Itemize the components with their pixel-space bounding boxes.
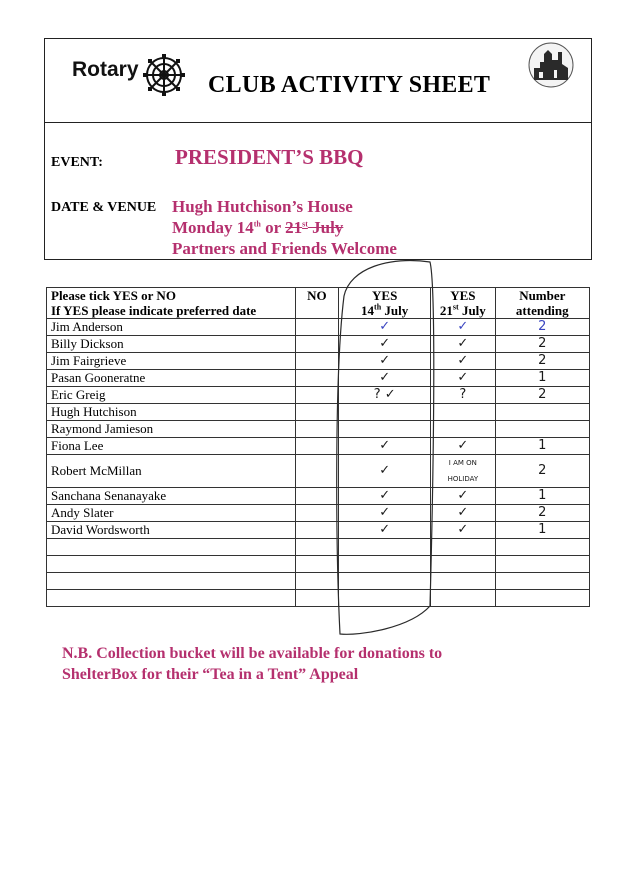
- yes-21-cell: [431, 556, 496, 573]
- yes-21-cell: ✓: [431, 438, 496, 455]
- number-attending-cell: 2: [495, 353, 589, 370]
- member-name: Billy Dickson: [47, 336, 296, 353]
- yes-14-cell: ✓: [339, 370, 431, 387]
- member-name: Fiona Lee: [47, 438, 296, 455]
- member-name: Sanchana Senanayake: [47, 488, 296, 505]
- number-attending-cell: [495, 573, 589, 590]
- table-row: [47, 438, 590, 455]
- member-name: Jim Anderson: [47, 319, 296, 336]
- yes-21-cell: [431, 573, 496, 590]
- number-attending-cell: 1: [495, 488, 589, 505]
- number-attending-cell: 2: [495, 455, 589, 488]
- yes-21-cell: ✓: [431, 488, 496, 505]
- number-attending-cell: 1: [495, 522, 589, 539]
- yes-21-cell: ✓: [431, 522, 496, 539]
- number-attending-cell: 1: [495, 370, 589, 387]
- number-attending-cell: [495, 590, 589, 607]
- handdrawn-circle-mark: [330, 256, 440, 642]
- number-attending-cell: 1: [495, 438, 589, 455]
- number-attending-cell: [495, 539, 589, 556]
- member-name: Hugh Hutchison: [47, 404, 296, 421]
- yes-14-cell: ? ✓: [339, 387, 431, 404]
- header-yes-14-july: YES 14th July: [339, 288, 431, 319]
- header-instructions: Please tick YES or NO If YES please indicate preferred date: [47, 288, 296, 319]
- yes-14-cell: ✓: [339, 438, 431, 455]
- table-row: [47, 336, 590, 353]
- table-row: [47, 505, 590, 522]
- number-attending-cell: 2: [495, 336, 589, 353]
- member-name: [47, 556, 296, 573]
- number-attending-cell: 2: [495, 319, 589, 336]
- member-name: Eric Greig: [47, 387, 296, 404]
- table-header-row: [47, 288, 590, 319]
- table-row: [47, 539, 590, 556]
- member-name: [47, 539, 296, 556]
- member-name: [47, 590, 296, 607]
- table-row: [47, 488, 590, 505]
- table-row: [47, 573, 590, 590]
- table-row: [47, 319, 590, 336]
- table-row: [47, 556, 590, 573]
- member-name: Raymond Jamieson: [47, 421, 296, 438]
- yes-21-cell: I AM ON HOLIDAY: [431, 455, 496, 488]
- yes-21-cell: ✓: [431, 370, 496, 387]
- table-row: [47, 421, 590, 438]
- venue-text: Hugh Hutchison’s House: [172, 197, 353, 216]
- yes-14-cell: ✓: [339, 353, 431, 370]
- table-row: [47, 404, 590, 421]
- table-row: [47, 387, 590, 404]
- table-row: [47, 455, 590, 488]
- collection-note: N.B. Collection bucket will be available for donations to ShelterBox for their “Tea in a Tent” Appeal: [62, 645, 443, 683]
- yes-21-cell: ?: [431, 387, 496, 404]
- yes-14-cell: ✓: [339, 336, 431, 353]
- date-venue-label: DATE & VENUE: [51, 200, 157, 215]
- yes-21-cell: ✓: [431, 353, 496, 370]
- rotary-wheel-icon: [143, 54, 185, 96]
- welcome-text: Partners and Friends Welcome: [172, 239, 397, 258]
- member-name: David Wordsworth: [47, 522, 296, 539]
- number-attending-cell: [495, 556, 589, 573]
- number-attending-cell: [495, 421, 589, 438]
- table-row: [47, 522, 590, 539]
- table-row: [47, 370, 590, 387]
- yes-21-cell: [431, 539, 496, 556]
- table-row: [47, 590, 590, 607]
- header-no: NO: [295, 288, 339, 319]
- yes-14-cell: ✓: [339, 505, 431, 522]
- number-attending-cell: 2: [495, 505, 589, 522]
- castle-emblem-icon: [526, 40, 576, 90]
- yes-14-cell: ✓: [339, 455, 431, 488]
- date-text: Monday 14th or 21st July: [172, 218, 344, 237]
- number-attending-cell: 2: [495, 387, 589, 404]
- yes-21-cell: ✓: [431, 505, 496, 522]
- member-name: Pasan Gooneratne: [47, 370, 296, 387]
- header-yes-21-july: YES 21st July: [431, 288, 496, 319]
- attendance-table: [46, 287, 590, 607]
- table-row: [47, 353, 590, 370]
- member-name: Jim Fairgrieve: [47, 353, 296, 370]
- yes-14-cell: ✓: [339, 522, 431, 539]
- yes-14-cell: ✓: [339, 319, 431, 336]
- yes-21-cell: [431, 421, 496, 438]
- yes-21-cell: ✓: [431, 336, 496, 353]
- yes-14-cell: ✓: [339, 488, 431, 505]
- event-name: PRESIDENT’S BBQ: [175, 145, 364, 169]
- header-number-attending: Number attending: [495, 288, 589, 319]
- member-name: Robert McMillan: [47, 455, 296, 488]
- struck-date: 21st July: [285, 218, 344, 237]
- yes-21-cell: [431, 590, 496, 607]
- member-name: Andy Slater: [47, 505, 296, 522]
- member-name: [47, 573, 296, 590]
- yes-21-cell: [431, 404, 496, 421]
- sheet-title: CLUB ACTIVITY SHEET: [208, 72, 491, 98]
- rotary-logo-text: Rotary: [72, 58, 139, 81]
- event-label: EVENT:: [51, 155, 103, 170]
- number-attending-cell: [495, 404, 589, 421]
- yes-21-cell: ✓: [431, 319, 496, 336]
